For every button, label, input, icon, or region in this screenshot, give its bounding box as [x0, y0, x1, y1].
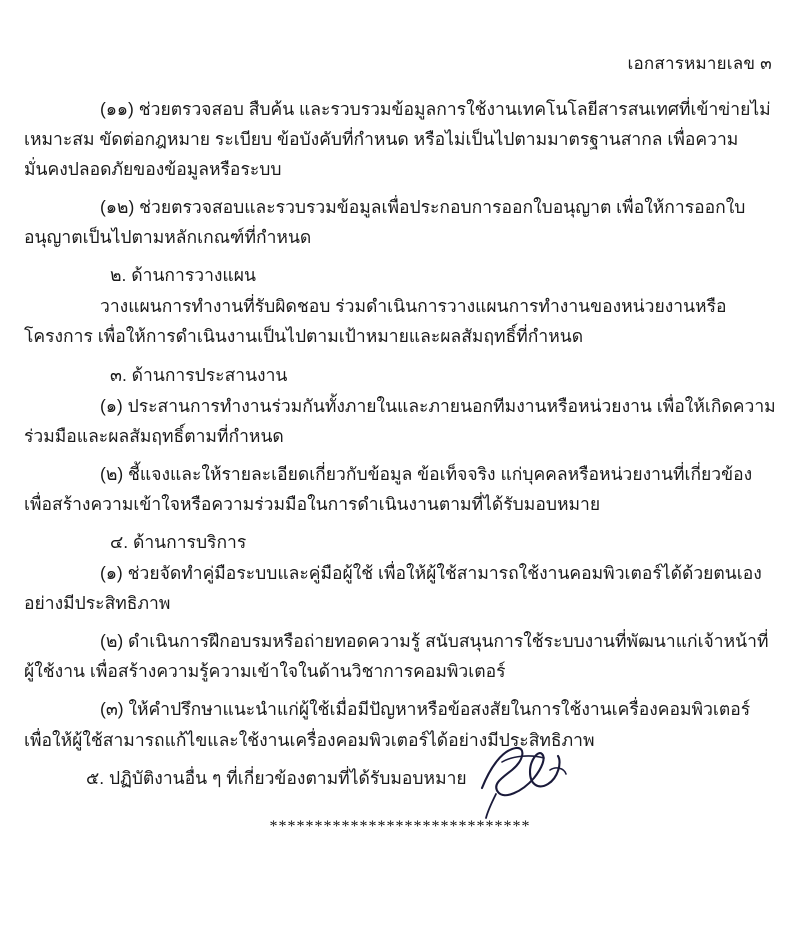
paragraph: (๓) ให้คำปรึกษาแนะนำแก่ผู้ใช้เมื่อมีปัญหาหรือข้อสงสัยในการใช้งานเครื่องคอมพิวเตอร์ เพื่อให้ผู้ใช้สามารถแก้ไขและใช้งานเครื่องคอมพิวเตอร์ได้อย่างมีประสิทธิภาพ: [24, 699, 751, 750]
section-heading: ๒. ด้านการวางแผน: [110, 265, 256, 286]
paragraph: (๑) ช่วยจัดทำคู่มือระบบและคู่มือผู้ใช้ เพื่อให้ผู้ใช้สามารถใช้งานคอมพิวเตอร์ได้ด้วยตนเองอย่างมีประสิทธิภาพ: [24, 563, 762, 614]
paragraph: (๑๑) ช่วยตรวจสอบ สืบค้น และรวบรวมข้อมูลการใช้งานเทคโนโลยีสารสนเทศที่เข้าข่ายไม่เหมาะสม ขัดต่อกฎหมาย ระเบียบ ข้อบังคับที่กำหนด หรือไม่เป็นไปตามมาตรฐานสากล เพื่อความมั่นคงปลอดภัยของข้อมูลหรือระบบ: [24, 98, 771, 179]
paragraph: ๕. ปฏิบัติงานอื่น ๆ ที่เกี่ยวข้องตามที่ได้รับมอบหมาย: [86, 767, 467, 788]
handwritten-signature-icon: [472, 740, 592, 820]
paragraph: (๑) ประสานการทำงานร่วมกันทั้งภายในและภายนอกทีมงานหรือหน่วยงาน เพื่อให้เกิดความร่วมมือและผลสัมฤทธิ์ตามที่กำหนด: [24, 395, 776, 446]
document-body: [0, 76, 800, 793]
section-heading: ๓. ด้านการประสานงาน: [110, 364, 288, 385]
paragraph: (๒) ดำเนินการฝึกอบรมหรือถ่ายทอดความรู้ สนับสนุนการใช้ระบบงานที่พัฒนาแก่เจ้าหน้าที่ผู้ใช้งาน เพื่อสร้างความรู้ความเข้าใจในด้านวิชาการคอมพิวเตอร์: [24, 631, 769, 682]
paragraph: วางแผนการทำงานที่รับผิดชอบ ร่วมดำเนินการวางแผนการทำงานของหน่วยงานหรือโครงการ เพื่อให้การดำเนินงานเป็นไปตามเป้าหมายและผลสัมฤทธิ์ที่กำหนด: [24, 296, 727, 347]
paragraph: (๑๒) ช่วยตรวจสอบและรวบรวมข้อมูลเพื่อประกอบการออกใบอนุญาต เพื่อให้การออกใบอนุญาตเป็นไปตามหลักเกณฑ์ที่กำหนด: [24, 197, 746, 248]
paragraph: (๒) ชี้แจงและให้รายละเอียดเกี่ยวกับข้อมูล ข้อเท็จจริง แก่บุคคลหรือหน่วยงานที่เกี่ยวข้องเพื่อสร้างความเข้าใจหรือความร่วมมือในการดำเนินงานตามที่ได้รับมอบหมาย: [24, 463, 753, 514]
footer-divider: *****************************: [269, 818, 531, 835]
document-header: เอกสารหมายเลข ๓: [627, 54, 772, 73]
section-heading: ๔. ด้านการบริการ: [110, 532, 247, 553]
